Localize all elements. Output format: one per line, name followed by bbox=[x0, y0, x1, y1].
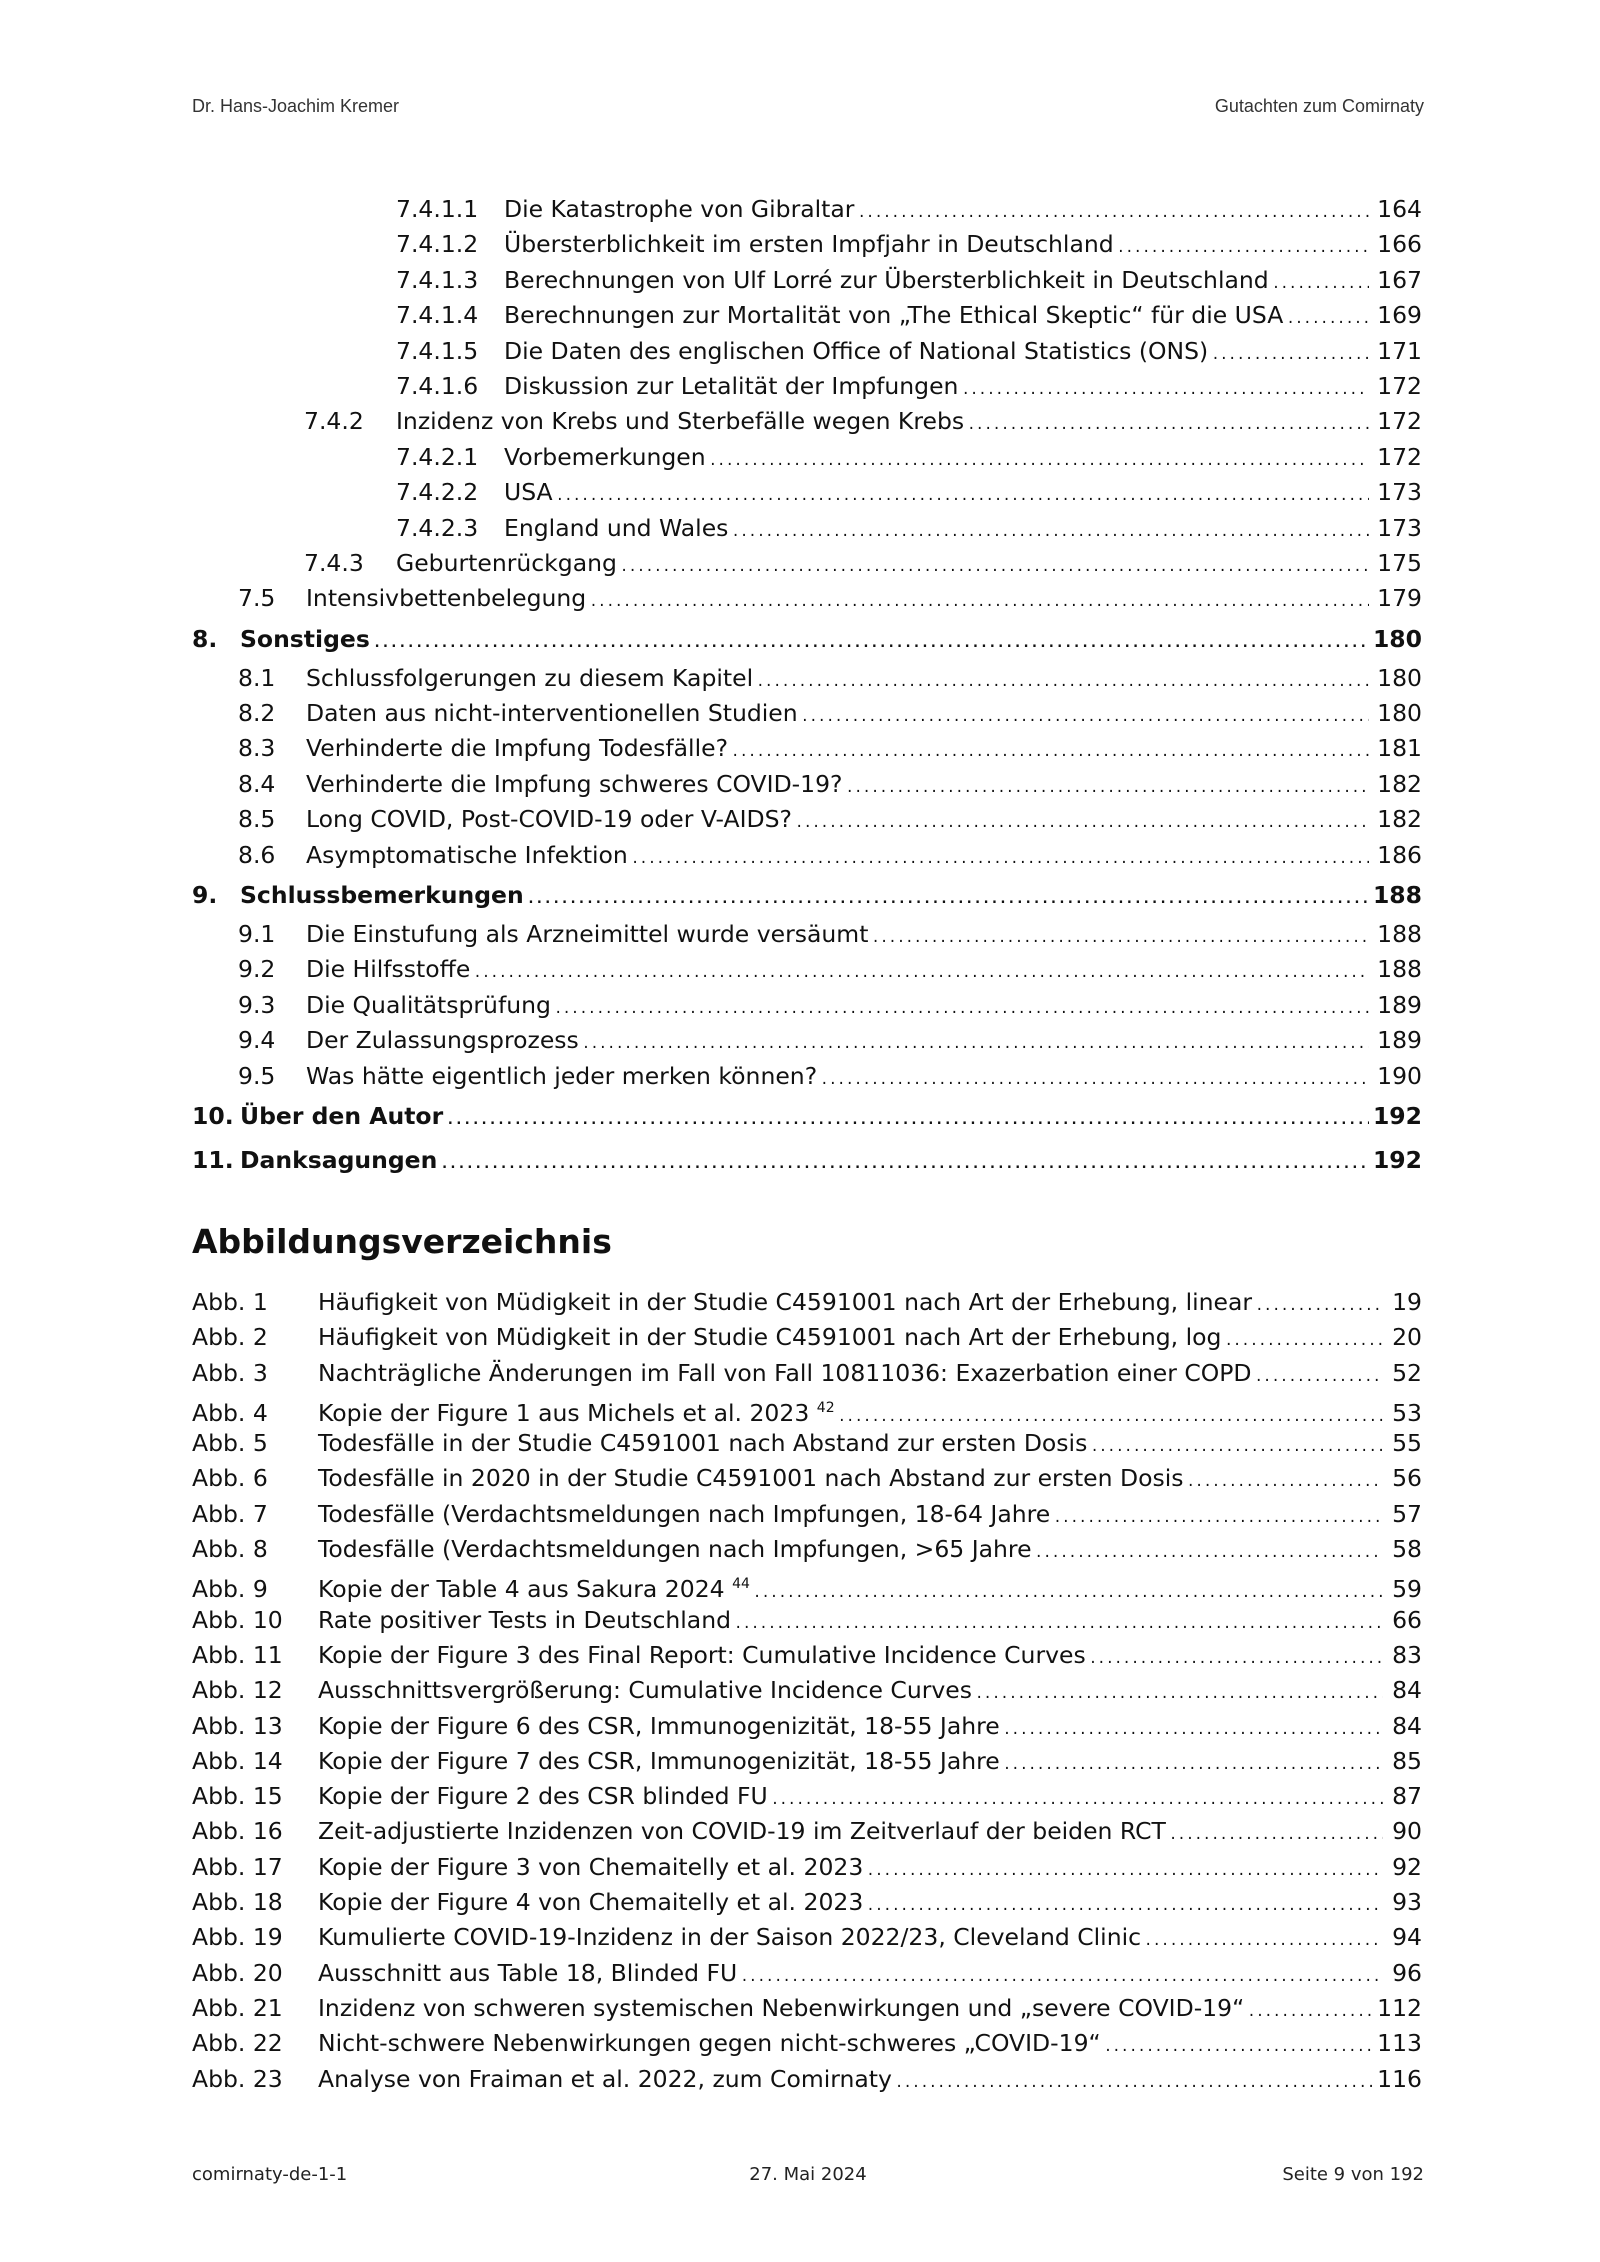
page-header bbox=[192, 96, 1424, 120]
toc-entry[interactable] bbox=[192, 192, 1422, 227]
figure-title: Zeit-adjustierte Inzidenzen von COVID-19 im Zeitverlauf der beiden RCT bbox=[318, 1817, 1166, 1846]
figure-entry[interactable] bbox=[192, 1673, 1422, 1708]
toc-entry[interactable] bbox=[192, 1059, 1422, 1094]
figure-page: 58 bbox=[1392, 1535, 1422, 1564]
dot-leader bbox=[440, 1142, 1369, 1186]
dot-leader bbox=[756, 665, 1369, 700]
toc-entry-number: 9.2 bbox=[238, 955, 276, 984]
toc-entry-title: Berechnungen zur Mortalität von „The Ethical Skeptic“ für die USA bbox=[504, 301, 1284, 330]
dot-leader bbox=[1035, 1536, 1383, 1571]
dot-leader bbox=[1003, 1713, 1383, 1748]
toc-entry-title: Sonstiges bbox=[240, 624, 370, 653]
dot-leader bbox=[446, 1098, 1369, 1142]
toc-entry[interactable] bbox=[192, 546, 1422, 581]
dot-leader bbox=[961, 373, 1369, 408]
figure-label: Abb. 3 bbox=[192, 1358, 268, 1387]
toc-entry-page: 182 bbox=[1377, 769, 1422, 798]
toc-entry-number: 8.1 bbox=[238, 663, 276, 692]
figure-label: Abb. 23 bbox=[192, 2064, 283, 2093]
toc-entry-title: Die Katastrophe von Gibraltar bbox=[504, 195, 855, 223]
toc-entry-title: Die Einstufung als Arzneimittel wurde versäumt bbox=[306, 920, 869, 949]
figure-page: 19 bbox=[1392, 1288, 1422, 1316]
figure-entry[interactable] bbox=[192, 1744, 1422, 1779]
toc-entry-title: Was hätte eigentlich jeder merken können? bbox=[306, 1061, 818, 1090]
figure-title: Nicht-schwere Nebenwirkungen gegen nicht-schweres „COVID-19“ bbox=[318, 2029, 1101, 2058]
dot-leader bbox=[975, 1677, 1383, 1712]
figure-page: 90 bbox=[1392, 1817, 1422, 1846]
figure-title-wrap bbox=[318, 2062, 892, 2097]
figure-title: Todesfälle in der Studie C4591001 nach Abstand zur ersten Dosis bbox=[318, 1429, 1088, 1458]
figure-page: 93 bbox=[1392, 1888, 1422, 1917]
figure-page: 85 bbox=[1392, 1746, 1422, 1775]
figure-label: Abb. 18 bbox=[192, 1888, 283, 1917]
figure-title: Kopie der Figure 1 aus Michels et al. 2023 bbox=[318, 1398, 810, 1427]
figure-label: Abb. 17 bbox=[192, 1852, 283, 1881]
page-footer bbox=[192, 2164, 1424, 2188]
dot-leader bbox=[1053, 1501, 1383, 1536]
toc-entry-title: Intensivbettenbelegung bbox=[306, 584, 587, 613]
figure-page: 55 bbox=[1392, 1429, 1422, 1458]
toc-entry-title: Übersterblichkeit im ersten Impfjahr in Deutschland bbox=[504, 230, 1114, 259]
figure-title-wrap bbox=[318, 1779, 768, 1814]
figure-label: Abb. 14 bbox=[192, 1746, 283, 1775]
dot-leader bbox=[895, 2066, 1374, 2101]
figure-title-wrap bbox=[318, 1603, 731, 1638]
toc-entry-number: 7.4.2.2 bbox=[396, 478, 479, 507]
figure-label: Abb. 12 bbox=[192, 1676, 283, 1705]
figure-entry[interactable] bbox=[192, 1638, 1422, 1673]
toc-entry-number: 7.4.1.1 bbox=[396, 195, 479, 223]
toc-entry-page: 181 bbox=[1377, 734, 1422, 763]
toc-entry-page: 180 bbox=[1372, 624, 1422, 653]
toc-entry-title: Geburtenrückgang bbox=[396, 548, 617, 577]
toc-entry-number: 9. bbox=[192, 881, 218, 910]
toc-entry-page: 166 bbox=[1377, 230, 1422, 259]
toc-entry-page: 169 bbox=[1377, 301, 1422, 330]
toc-entry-page: 188 bbox=[1377, 920, 1422, 949]
figure-title: Rate positiver Tests in Deutschland bbox=[318, 1605, 732, 1634]
toc-entry-number: 8.6 bbox=[238, 840, 276, 869]
toc-entry[interactable] bbox=[192, 440, 1422, 475]
figures-heading: Abbildungsverzeichnis bbox=[192, 1222, 612, 1261]
dot-leader bbox=[801, 700, 1369, 735]
dot-leader bbox=[1090, 1430, 1383, 1465]
figure-entry[interactable] bbox=[192, 1426, 1422, 1461]
dot-leader bbox=[582, 1027, 1369, 1062]
dot-leader bbox=[857, 196, 1369, 231]
dot-leader bbox=[1247, 1995, 1374, 2030]
toc-entry-page: 180 bbox=[1377, 663, 1422, 692]
figure-entry[interactable] bbox=[192, 1709, 1422, 1744]
toc-entry-title: Danksagungen bbox=[240, 1145, 438, 1174]
toc-entry-number: 9.4 bbox=[238, 1026, 276, 1055]
footer-page-info: Seite 9 von 192 bbox=[1282, 2164, 1424, 2185]
figure-title-wrap bbox=[318, 1638, 1086, 1673]
toc-entry-page: 172 bbox=[1377, 371, 1422, 400]
figure-entry[interactable] bbox=[192, 1567, 1422, 1602]
figure-title: Todesfälle (Verdachtsmeldungen nach Impfungen, 18-64 Jahre bbox=[318, 1499, 1051, 1528]
figure-title: Inzidenz von schweren systemischen Nebenwirkungen und „severe COVID-19“ bbox=[318, 1993, 1245, 2022]
toc-entry-number: 8.2 bbox=[238, 699, 276, 728]
dot-leader bbox=[373, 621, 1369, 665]
figure-title-wrap bbox=[318, 1426, 1087, 1461]
toc-entry-title: Long COVID, Post-COVID-19 oder V-AIDS? bbox=[306, 805, 793, 834]
figure-entry[interactable] bbox=[192, 1814, 1422, 1849]
figure-title-wrap bbox=[318, 1885, 863, 1920]
toc-entry-title: Die Hilfsstoffe bbox=[306, 955, 471, 984]
figure-page: 116 bbox=[1377, 2064, 1422, 2093]
toc-entry-number: 7.4.1.6 bbox=[396, 371, 479, 400]
figure-page: 113 bbox=[1377, 2029, 1422, 2058]
figure-entry[interactable] bbox=[192, 1461, 1422, 1496]
toc-entry-title: Schlussfolgerungen zu diesem Kapitel bbox=[306, 663, 754, 692]
toc-entry[interactable] bbox=[192, 617, 1422, 661]
dot-leader bbox=[709, 444, 1369, 479]
toc-entry-title: USA bbox=[504, 478, 553, 507]
figure-label: Abb. 4 bbox=[192, 1398, 268, 1427]
toc-entry-title: Die Qualitätsprüfung bbox=[306, 990, 551, 1019]
toc-entry-number: 7.4.2.3 bbox=[396, 513, 479, 542]
figure-page: 92 bbox=[1392, 1852, 1422, 1881]
figure-entry[interactable] bbox=[192, 1885, 1422, 1920]
figure-footnote-ref[interactable]: 42 bbox=[816, 1399, 835, 1416]
figure-title: Kopie der Figure 3 von Chemaitelly et al. 2023 bbox=[318, 1852, 864, 1881]
figure-label: Abb. 21 bbox=[192, 1993, 283, 2022]
figure-title-wrap bbox=[318, 1497, 1050, 1532]
toc-entry-page: 192 bbox=[1372, 1101, 1422, 1130]
toc-entry-title: England und Wales bbox=[504, 513, 729, 542]
toc-entry-page: 180 bbox=[1377, 699, 1422, 728]
toc-entry[interactable] bbox=[192, 873, 1422, 917]
toc-entry[interactable] bbox=[192, 731, 1422, 766]
toc-entry-title: Vorbemerkungen bbox=[504, 442, 706, 471]
toc-entry[interactable] bbox=[192, 1094, 1422, 1138]
figure-title: Ausschnitt aus Table 18, Blinded FU bbox=[318, 1958, 738, 1987]
figure-footnote-ref[interactable]: 44 bbox=[732, 1576, 750, 1593]
toc-entry-title: Daten aus nicht-interventionellen Studien bbox=[306, 699, 798, 728]
toc-entry-title: Inzidenz von Krebs und Sterbefälle wegen Krebs bbox=[396, 407, 965, 436]
dot-leader bbox=[1224, 1324, 1383, 1359]
toc-entry-title: Berechnungen von Ulf Lorré zur Übersterblichkeit in Deutschland bbox=[504, 265, 1269, 294]
figure-entry[interactable] bbox=[192, 1320, 1422, 1355]
dot-leader bbox=[1117, 231, 1369, 266]
toc-entry-number: 7.4.2 bbox=[304, 407, 364, 436]
dot-leader bbox=[866, 1889, 1383, 1924]
figure-label: Abb. 15 bbox=[192, 1782, 283, 1811]
toc-entry-page: 182 bbox=[1377, 805, 1422, 834]
toc-entry[interactable] bbox=[192, 917, 1422, 952]
toc-entry-page: 164 bbox=[1377, 195, 1422, 223]
toc-entry[interactable] bbox=[192, 511, 1422, 546]
toc-entry-page: 172 bbox=[1377, 407, 1422, 436]
figure-title: Analyse von Fraiman et al. 2022, zum Comirnaty bbox=[318, 2064, 892, 2093]
toc-entry-title: Der Zulassungsprozess bbox=[306, 1026, 579, 1055]
toc-entry-page: 167 bbox=[1377, 265, 1422, 294]
figure-title-wrap bbox=[318, 1673, 972, 1708]
figure-title-wrap bbox=[318, 1461, 1183, 1496]
figure-page: 96 bbox=[1392, 1958, 1422, 1987]
toc-entry-page: 189 bbox=[1377, 990, 1422, 1019]
dot-leader bbox=[1255, 1289, 1383, 1324]
figure-label: Abb. 8 bbox=[192, 1535, 268, 1564]
toc-entry-number: 7.4.1.2 bbox=[396, 230, 479, 259]
toc-entry-title: Diskussion zur Letalität der Impfungen bbox=[504, 371, 959, 400]
toc-entry-title: Die Daten des englischen Office of National Statistics (ONS) bbox=[504, 336, 1209, 365]
dot-leader bbox=[734, 1607, 1383, 1642]
toc-entry-number: 8.5 bbox=[238, 805, 276, 834]
figure-title: Kopie der Figure 6 des CSR, Immunogenizität, 18-55 Jahre bbox=[318, 1711, 1000, 1740]
toc-entry-title: Schlussbemerkungen bbox=[240, 881, 524, 910]
dot-leader bbox=[631, 842, 1369, 877]
figure-page: 52 bbox=[1392, 1358, 1422, 1387]
toc-entry-page: 189 bbox=[1377, 1026, 1422, 1055]
figure-label: Abb. 19 bbox=[192, 1923, 283, 1952]
toc-entry[interactable] bbox=[192, 952, 1422, 987]
dot-leader bbox=[620, 550, 1369, 585]
table-of-contents bbox=[192, 192, 1422, 1182]
figure-entry[interactable] bbox=[192, 1956, 1422, 1991]
toc-entry-number: 10. bbox=[192, 1101, 234, 1130]
dot-leader bbox=[1089, 1642, 1383, 1677]
list-of-figures bbox=[192, 1285, 1422, 2097]
dot-leader bbox=[731, 515, 1369, 550]
toc-entry-page: 173 bbox=[1377, 478, 1422, 507]
dot-leader bbox=[871, 921, 1369, 956]
dot-leader bbox=[771, 1783, 1383, 1818]
figure-title-wrap bbox=[318, 1320, 1221, 1355]
figure-label: Abb. 16 bbox=[192, 1817, 283, 1846]
dot-leader bbox=[866, 1854, 1383, 1889]
figure-title: Kumulierte COVID-19-Inzidenz in der Saison 2022/23, Cleveland Clinic bbox=[318, 1923, 1142, 1952]
figure-title-wrap bbox=[318, 1991, 1244, 2026]
figure-title: Häufigkeit von Müdigkeit in der Studie C4591001 nach Art der Erhebung, linear bbox=[318, 1288, 1253, 1316]
figure-entry[interactable] bbox=[192, 1603, 1422, 1638]
toc-entry-number: 8.4 bbox=[238, 769, 276, 798]
dot-leader bbox=[1255, 1360, 1384, 1395]
figure-page: 59 bbox=[1392, 1575, 1422, 1604]
dot-leader bbox=[589, 585, 1369, 620]
figure-title: Kopie der Table 4 aus Sakura 2024 bbox=[318, 1575, 725, 1604]
figure-label: Abb. 22 bbox=[192, 2029, 283, 2058]
toc-entry-page: 188 bbox=[1377, 955, 1422, 984]
figure-title-wrap bbox=[318, 1567, 750, 1607]
dot-leader bbox=[473, 956, 1369, 991]
figure-label: Abb. 1 bbox=[192, 1288, 268, 1316]
toc-entry[interactable] bbox=[192, 1023, 1422, 1058]
toc-entry-page: 172 bbox=[1377, 442, 1422, 471]
figure-label: Abb. 5 bbox=[192, 1429, 268, 1458]
figure-entry[interactable] bbox=[192, 1356, 1422, 1391]
figure-entry[interactable] bbox=[192, 1285, 1422, 1320]
dot-leader bbox=[556, 479, 1369, 514]
dot-leader bbox=[1169, 1818, 1383, 1853]
figure-page: 112 bbox=[1377, 1993, 1422, 2022]
figure-page: 20 bbox=[1392, 1323, 1422, 1352]
figure-entry[interactable] bbox=[192, 1779, 1422, 1814]
figure-label: Abb. 9 bbox=[192, 1575, 268, 1604]
dot-leader bbox=[1286, 302, 1369, 337]
figure-page: 87 bbox=[1392, 1782, 1422, 1811]
header-author: Dr. Hans-Joachim Kremer bbox=[192, 96, 400, 116]
figure-entry[interactable] bbox=[192, 2062, 1422, 2097]
dot-leader bbox=[820, 1063, 1369, 1098]
toc-entry-number: 7.4.1.4 bbox=[396, 301, 479, 330]
toc-entry-number: 8.3 bbox=[238, 734, 276, 763]
toc-entry-page: 186 bbox=[1377, 840, 1422, 869]
toc-entry-page: 171 bbox=[1377, 336, 1422, 365]
figure-title: Todesfälle (Verdachtsmeldungen nach Impfungen, >65 Jahre bbox=[318, 1535, 1032, 1564]
figure-entry[interactable] bbox=[192, 1532, 1422, 1567]
figure-title-wrap bbox=[318, 1956, 737, 1991]
figure-title-wrap bbox=[318, 1391, 835, 1431]
toc-entry-title: Verhinderte die Impfung Todesfälle? bbox=[306, 734, 729, 763]
toc-entry-page: 188 bbox=[1372, 881, 1422, 910]
toc-entry-number: 9.3 bbox=[238, 990, 276, 1019]
figure-title: Häufigkeit von Müdigkeit in der Studie C4591001 nach Art der Erhebung, log bbox=[318, 1323, 1222, 1352]
toc-entry[interactable] bbox=[192, 838, 1422, 873]
figure-title-wrap bbox=[318, 1814, 1166, 1849]
toc-entry[interactable] bbox=[192, 263, 1422, 298]
figure-entry[interactable] bbox=[192, 1497, 1422, 1532]
toc-entry-number: 9.5 bbox=[238, 1061, 276, 1090]
toc-entry[interactable] bbox=[192, 404, 1422, 439]
figure-title: Todesfälle in 2020 in der Studie C4591001 nach Abstand zur ersten Dosis bbox=[318, 1464, 1184, 1493]
dot-leader bbox=[731, 735, 1369, 770]
figure-title: Kopie der Figure 2 des CSR blinded FU bbox=[318, 1782, 768, 1811]
figure-title: Ausschnittsvergrößerung: Cumulative Incidence Curves bbox=[318, 1676, 972, 1705]
toc-entry[interactable] bbox=[192, 802, 1422, 837]
figure-title-wrap bbox=[318, 1285, 1252, 1320]
toc-entry-number: 7.4.2.1 bbox=[396, 442, 479, 471]
figure-page: 83 bbox=[1392, 1640, 1422, 1669]
figure-title-wrap bbox=[318, 1850, 863, 1885]
figure-label: Abb. 11 bbox=[192, 1640, 283, 1669]
toc-entry[interactable] bbox=[192, 475, 1422, 510]
toc-entry-number: 8. bbox=[192, 624, 218, 653]
toc-entry[interactable] bbox=[192, 334, 1422, 369]
toc-entry[interactable] bbox=[192, 227, 1422, 262]
figure-title-wrap bbox=[318, 1532, 1032, 1567]
figure-title: Kopie der Figure 7 des CSR, Immunogenizität, 18-55 Jahre bbox=[318, 1746, 1000, 1775]
dot-leader bbox=[1186, 1465, 1383, 1500]
figure-entry[interactable] bbox=[192, 1391, 1422, 1426]
dot-leader bbox=[1144, 1924, 1383, 1959]
dot-leader bbox=[795, 806, 1369, 841]
dot-leader bbox=[740, 1960, 1383, 1995]
figure-page: 53 bbox=[1392, 1398, 1422, 1427]
figure-title: Nachträgliche Änderungen im Fall von Fall 10811036: Exazerbation einer COPD bbox=[318, 1358, 1252, 1387]
toc-entry[interactable] bbox=[192, 298, 1422, 333]
figure-page: 66 bbox=[1392, 1605, 1422, 1634]
toc-entry-page: 173 bbox=[1377, 513, 1422, 542]
figure-title-wrap bbox=[318, 2026, 1101, 2061]
toc-entry-title: Über den Autor bbox=[240, 1101, 444, 1130]
toc-entry[interactable] bbox=[192, 1138, 1422, 1182]
toc-entry[interactable] bbox=[192, 581, 1422, 616]
toc-entry-number: 7.5 bbox=[238, 584, 276, 613]
figure-label: Abb. 13 bbox=[192, 1711, 283, 1740]
footer-date: 27. Mai 2024 bbox=[749, 2164, 867, 2185]
header-title: Gutachten zum Comirnaty bbox=[1214, 96, 1424, 116]
toc-entry[interactable] bbox=[192, 988, 1422, 1023]
dot-leader bbox=[1272, 267, 1369, 302]
toc-entry-page: 192 bbox=[1372, 1145, 1422, 1174]
toc-entry-page: 175 bbox=[1377, 548, 1422, 577]
figure-title-wrap bbox=[318, 1356, 1252, 1391]
figure-label: Abb. 2 bbox=[192, 1323, 268, 1352]
footer-doc-id: comirnaty-de-1-1 bbox=[192, 2164, 348, 2185]
figure-entry[interactable] bbox=[192, 1991, 1422, 2026]
figure-label: Abb. 20 bbox=[192, 1958, 283, 1987]
toc-entry-number: 11. bbox=[192, 1145, 234, 1174]
dot-leader bbox=[554, 992, 1369, 1027]
toc-entry[interactable] bbox=[192, 696, 1422, 731]
toc-entry[interactable] bbox=[192, 661, 1422, 696]
toc-entry[interactable] bbox=[192, 369, 1422, 404]
toc-entry-page: 179 bbox=[1377, 584, 1422, 613]
figure-entry[interactable] bbox=[192, 1850, 1422, 1885]
figure-label: Abb. 10 bbox=[192, 1605, 283, 1634]
figure-page: 84 bbox=[1392, 1676, 1422, 1705]
toc-entry-number: 9.1 bbox=[238, 920, 276, 949]
dot-leader bbox=[1003, 1748, 1383, 1783]
toc-entry-title: Verhinderte die Impfung schweres COVID-19? bbox=[306, 769, 843, 798]
dot-leader bbox=[1104, 2030, 1374, 2065]
dot-leader bbox=[846, 771, 1369, 806]
figure-title-wrap bbox=[318, 1920, 1141, 1955]
figure-page: 84 bbox=[1392, 1711, 1422, 1740]
toc-entry-page: 190 bbox=[1377, 1061, 1422, 1090]
figure-page: 94 bbox=[1392, 1923, 1422, 1952]
dot-leader bbox=[1211, 338, 1369, 373]
figure-title-wrap bbox=[318, 1744, 1000, 1779]
figure-title-wrap bbox=[318, 1709, 1000, 1744]
figure-title: Kopie der Figure 3 des Final Report: Cumulative Incidence Curves bbox=[318, 1640, 1086, 1669]
figure-page: 56 bbox=[1392, 1464, 1422, 1493]
figure-entry[interactable] bbox=[192, 1920, 1422, 1955]
toc-entry-number: 7.4.3 bbox=[304, 548, 364, 577]
figure-label: Abb. 7 bbox=[192, 1499, 268, 1528]
dot-leader bbox=[967, 408, 1369, 443]
toc-entry-title: Asymptomatische Infektion bbox=[306, 840, 628, 869]
figure-page: 57 bbox=[1392, 1499, 1422, 1528]
dot-leader bbox=[527, 877, 1369, 921]
figure-title: Kopie der Figure 4 von Chemaitelly et al. 2023 bbox=[318, 1888, 864, 1917]
toc-entry[interactable] bbox=[192, 767, 1422, 802]
toc-entry-number: 7.4.1.5 bbox=[396, 336, 479, 365]
toc-entry-number: 7.4.1.3 bbox=[396, 265, 479, 294]
figure-label: Abb. 6 bbox=[192, 1464, 268, 1493]
figure-entry[interactable] bbox=[192, 2026, 1422, 2061]
